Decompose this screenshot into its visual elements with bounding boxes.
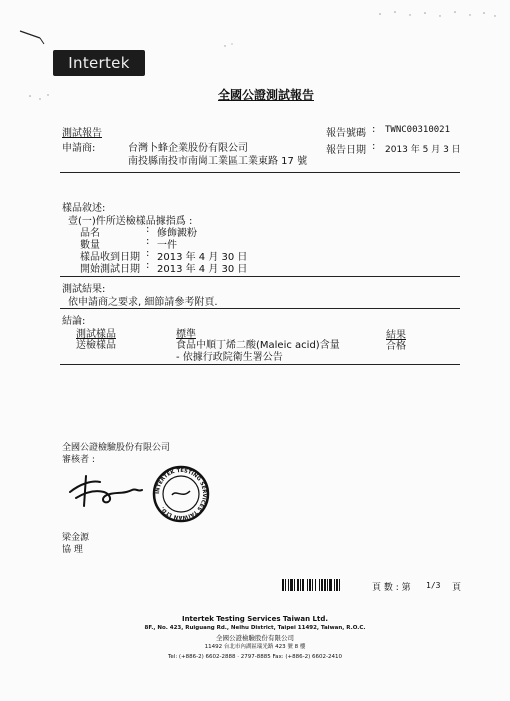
report-type-label: 測試報告 <box>62 128 102 139</box>
sample-row-value: 一件 <box>157 240 177 251</box>
divider-sample <box>60 276 460 277</box>
sample-row-label: 開始測試日期 <box>80 264 140 275</box>
sample-row-colon: : <box>146 260 150 271</box>
divider-header <box>60 172 460 173</box>
conclusion-standard-note: - 依據行政院衛生署公告 <box>176 352 283 363</box>
footer <box>0 614 510 662</box>
page-number-suffix: 頁 <box>452 583 462 593</box>
sample-row-colon: : <box>146 236 150 247</box>
divider-conclusion <box>60 364 460 365</box>
report-date-colon: : <box>372 141 376 152</box>
reviewer-label: 審核者 : <box>62 455 95 465</box>
sample-row-label: 樣品收到日期 <box>80 252 140 263</box>
results-heading: 測試結果: <box>62 284 106 295</box>
conclusion-sample: 送檢樣品 <box>76 340 116 351</box>
report-number-value: TWNC00310021 <box>385 125 451 135</box>
applicant-address: 南投縣南投市南崗工業區工業東路 17 號 <box>128 156 308 167</box>
sample-heading: 樣品敘述: <box>62 203 106 214</box>
footer-company-en: Intertek Testing Services Taiwan Ltd. <box>181 615 329 623</box>
sample-row-value: 修飾澱粉 <box>157 228 197 239</box>
handwritten-signature <box>66 470 146 510</box>
report-number-colon: : <box>372 124 376 135</box>
sample-subheading: 壹(一)件所送檢樣品據指爲 : <box>68 216 193 227</box>
footer-tel-fax: Tel: (+886-2) 6602-2888 · 2797-8885 Fax: (+886-2) 6602-2410 <box>167 654 342 660</box>
intertek-logo: Intertek <box>53 50 145 76</box>
divider-results <box>60 308 460 309</box>
report-number-label: 報告號碼 <box>326 128 366 139</box>
sample-row-value: 2013 年 4 月 30 日 <box>157 252 248 263</box>
report-date-label: 報告日期 <box>326 145 366 156</box>
sample-row-value: 2013 年 4 月 30 日 <box>157 264 248 275</box>
sample-row-colon: : <box>146 248 150 259</box>
sample-row-colon: : <box>146 224 150 235</box>
column-header-result: 結果 <box>386 330 406 341</box>
sample-row-label: 數量 <box>80 240 100 251</box>
sample-row-label: 品名 <box>80 228 100 239</box>
report-title: 全國公證測試報告 <box>218 88 315 102</box>
applicant-name: 台灣卜蜂企業股份有限公司 <box>128 143 248 154</box>
footer-address-en: 8F., No. 423, Ruiguang Rd., Neihu District, Taipei 11492, Taiwan, R.O.C. <box>144 625 366 631</box>
column-header-standard: 標準 <box>176 329 196 340</box>
svg-text:INTERTEK TESTING SERVICES TAIW: INTERTEK TESTING SERVICES TAIWAN LTD. <box>154 467 208 521</box>
results-text: 依申請商之要求, 細節請參考附頁. <box>68 297 218 308</box>
column-header-sample: 測試樣品 <box>76 329 116 340</box>
conclusion-heading: 結論: <box>62 316 86 327</box>
report-date-value: 2013 年 5 月 3 日 <box>385 145 461 155</box>
signer-name: 梁金源 <box>62 533 90 543</box>
barcode <box>282 579 366 591</box>
footer-address-zh: 11492 台北市內湖區瑞光路 423 號 8 樓 <box>204 644 306 650</box>
page-number-value: 1/3 <box>426 581 441 590</box>
conclusion-standard: 食品中順丁烯二酸(Maleic acid)含量 <box>176 340 340 351</box>
conclusion-result: 合格 <box>386 341 406 352</box>
page-number-label: 頁 數 : 第 <box>372 583 411 593</box>
signer-title: 協 理 <box>62 545 83 555</box>
footer-company-zh: 全國公證檢驗股份有限公司 <box>216 634 294 642</box>
applicant-label: 申請商: <box>62 143 96 154</box>
signing-company: 全國公證檢驗股份有限公司 <box>62 443 171 453</box>
company-seal-stamp <box>152 465 210 523</box>
